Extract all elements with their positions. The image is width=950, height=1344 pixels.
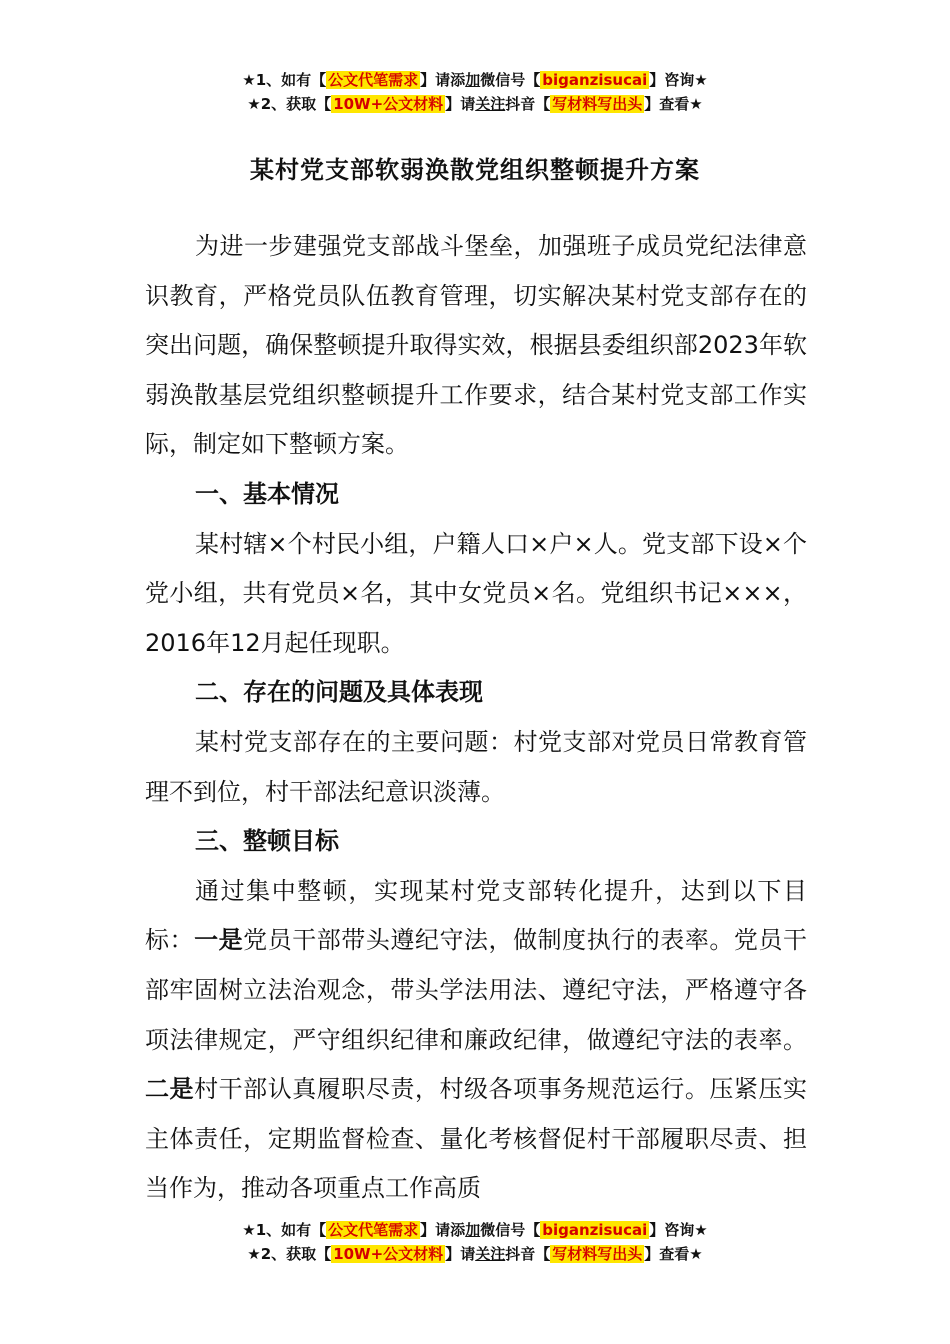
problems-paragraph: 某村党支部存在的主要问题：村党支部对党员日常教育管理不到位，村干部法纪意识淡薄。 <box>145 727 807 806</box>
banner-text: 】查看★ <box>644 1245 703 1263</box>
highlight-service: 公文代笔需求 <box>328 1221 419 1239</box>
banner-text: 】请 <box>445 1245 476 1263</box>
document-title: 某村党支部软弱涣散党组织整顿提升方案 <box>250 156 700 184</box>
highlight-wechat-id: biganzisucai <box>542 1221 648 1239</box>
banner-text: 抖音【 <box>505 95 551 113</box>
bottom-banner <box>0 1218 950 1266</box>
banner-text: 】请添 <box>420 71 466 89</box>
banner-text: 】咨询★ <box>649 1221 708 1239</box>
top-banner <box>0 68 950 116</box>
banner-line-1 <box>0 68 950 92</box>
banner-text: 】请 <box>445 95 476 113</box>
banner-text: 】咨询★ <box>649 71 708 89</box>
banner-text: 微信号【 <box>480 71 541 89</box>
banner-underlined: 关注 <box>475 95 506 113</box>
highlight-douyin: 写材料写出头 <box>552 95 643 113</box>
highlight-douyin: 写材料写出头 <box>552 1245 643 1263</box>
banner-text: 】查看★ <box>644 95 703 113</box>
highlight-materials: 10W+公文材料 <box>333 95 444 113</box>
banner-text: ★2、获取【 <box>247 1245 332 1263</box>
highlight-wechat-id: biganzisucai <box>542 71 648 89</box>
goal-2-label: 二是 <box>145 1075 195 1104</box>
basic-info-paragraph: 某村辖×个村民小组，户籍人口×户×人。党支部下设×个党小组，共有党员×名，其中女党员×名。党组织书记×××，2016年12月起任现职。 <box>145 529 807 657</box>
section-heading-goals: 三、整顿目标 <box>195 827 339 856</box>
goal-1-text: 党员干部带头遵纪守法，做制度执行的表率。党员干部牢固树立法治观念，带头学法用法、遵纪守法，严格遵守各项法律规定，严守组织纪律和廉政纪律，做遵纪守法的表率。 <box>145 926 808 1054</box>
goal-2-text: 村干部认真履职尽责，村级各项事务规范运行。压紧压实主体责任，定期监督检查、量化考核督促村干部履职尽责、担当作为，推动各项重点工作高质 <box>145 1075 807 1203</box>
highlight-materials: 10W+公文材料 <box>333 1245 444 1263</box>
goal-1-label: 一是 <box>194 926 244 955</box>
banner-underlined: 加 <box>465 71 481 89</box>
banner-text: ★1、如有【 <box>242 1221 327 1239</box>
section-heading-basic-info: 一、基本情况 <box>195 479 339 508</box>
goals-paragraph <box>145 867 807 1214</box>
banner-text: 微信号【 <box>480 1221 541 1239</box>
document-body <box>145 222 807 1214</box>
highlight-service: 公文代笔需求 <box>328 71 419 89</box>
banner-underlined: 关注 <box>475 1245 506 1263</box>
banner-line-1 <box>0 1218 950 1242</box>
goals-lead: 通过集中整顿，实现某村党支部转化提升，达到以下目标： <box>145 876 807 955</box>
intro-paragraph: 为进一步建强党支部战斗堡垒，加强班子成员党纪法律意识教育，严格党员队伍教育管理，切实解决某村党支部存在的突出问题，确保整顿提升取得实效，根据县委组织部2023年软弱涣散基层党组织整顿提升工作要求，结合某村党支部工作实际，制定如下整顿方案。 <box>145 232 807 459</box>
banner-underlined: 加 <box>465 1221 481 1239</box>
banner-line-2 <box>0 1242 950 1266</box>
banner-text: 】请添 <box>420 1221 466 1239</box>
section-heading-problems: 二、存在的问题及具体表现 <box>195 678 483 707</box>
banner-text: ★1、如有【 <box>242 71 327 89</box>
banner-line-2 <box>0 92 950 116</box>
banner-text: 抖音【 <box>505 1245 551 1263</box>
banner-text: ★2、获取【 <box>247 95 332 113</box>
